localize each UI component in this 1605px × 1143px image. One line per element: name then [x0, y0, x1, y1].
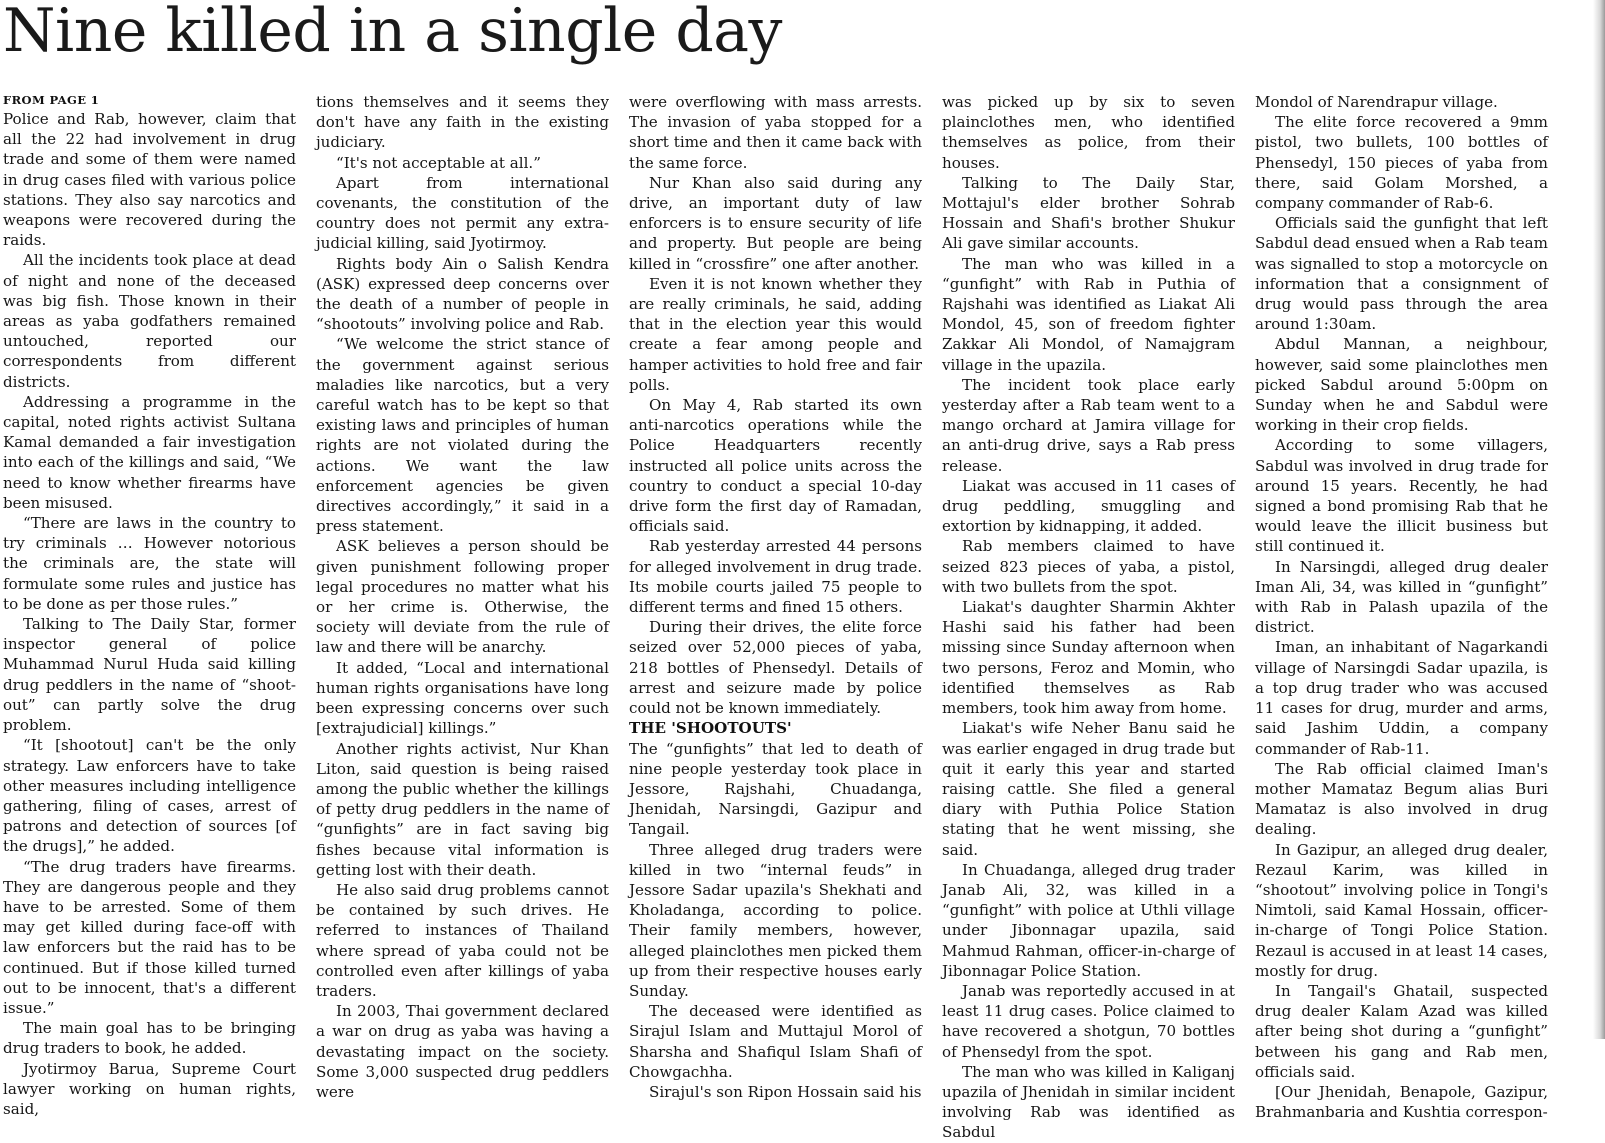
- paragraph: Three alleged drug traders were killed in two “internal feuds” in Jessore Sadar upazila's Shekhati and Kholadanga, according to police. Their family members, however, alleged plainclothes men picked them up from their respective houses early Sunday.: [629, 840, 922, 1000]
- paragraph: In 2003, Thai government declared a war on drug as yaba was having a devastating impact on the society. Some 3,000 suspected drug peddlers were: [316, 1002, 609, 1101]
- paragraph: Mondol of Narendrapur village.: [1255, 93, 1498, 111]
- paragraph: were overflowing with mass arrests. The invasion of yaba stopped for a short time and then it came back with the same force.: [629, 93, 922, 172]
- paragraph: “There are laws in the country to try criminals … However notorious the criminals are, the state will formulate some rules and justice has to be done as per those rules.”: [3, 514, 296, 613]
- paragraph: [Our Jhenidah, Benapole, Gazipur, Brahmanbaria and Kushtia correspon-: [1255, 1082, 1548, 1122]
- paragraph: was picked up by six to seven plainclothes men, who identified themselves as police, from their houses.: [942, 93, 1235, 172]
- paragraph: The main goal has to be bringing drug traders to book, he added.: [3, 1019, 296, 1058]
- paragraph: Liakat's daughter Sharmin Akhter Hashi said his father had been missing since Sunday afternoon when two persons, Feroz and Momin, who identified themselves as Rab members, took him away from home.: [942, 598, 1235, 718]
- paragraph: Rab yesterday arrested 44 persons for alleged involvement in drug trade. Its mobile courts jailed 75 people to different terms and fined 15 others.: [629, 537, 922, 617]
- paragraph: In Gazipur, an alleged drug dealer, Rezaul Karim, was killed in “shootout” involving police in Tongi's Nimtoli, said Kamal Hossain, officer-in-charge of Tongi Police Station. Rezaul is accused in at least 14 cases, mostly for drug.: [1255, 840, 1548, 980]
- paragraph: tions themselves and it seems they don't have any faith in the existing judiciary.: [316, 93, 609, 152]
- paragraph: The elite force recovered a 9mm pistol, two bullets, 100 bottles of Phensedyl, 150 pieces of yaba from there, said Golam Morshed, a company commander of Rab-6.: [1255, 113, 1548, 213]
- paragraph: “It [shootout] can't be the only strategy. Law enforcers have to take other measures including intelligence gathering, filing of cases, arrest of patrons and detection of sources [of the drugs],” he added.: [3, 736, 296, 856]
- paragraph: Talking to The Daily Star, former inspector general of police Muhammad Nurul Huda said killing drug peddlers in the name of “shoot-out” can partly solve the drug problem.: [3, 615, 296, 735]
- paragraph: Liakat was accused in 11 cases of drug peddling, smuggling and extortion by kidnapping, it added.: [942, 476, 1235, 536]
- column-2: [316, 92, 609, 1101]
- paragraph: Sirajul's son Ripon Hossain said his: [649, 1082, 922, 1101]
- continuation-kicker: FROM PAGE 1: [3, 93, 100, 107]
- paragraph: The deceased were identified as Sirajul Islam and Muttajul Morol of Sharsha and Shafiqul Islam Shafi of Chowgachha.: [629, 1002, 922, 1081]
- paragraph: All the incidents took place at dead of night and none of the deceased was big fish. Those known in their areas as yaba godfathers remained untouched, reported our correspondents from different districts.: [3, 251, 296, 391]
- paragraph: Officials said the gunfight that left Sabdul dead ensued when a Rab team was signalled to stop a motorcycle on information that a consignment of drug would pass through the area around 1:30am.: [1255, 214, 1548, 334]
- paragraph: Janab was reportedly accused in at least 11 drug cases. Police claimed to have recovered a shotgun, 70 bottles of Phensedyl from the spot.: [942, 981, 1235, 1061]
- paragraph: Rights body Ain o Salish Kendra (ASK) expressed deep concerns over the death of a number of people in “shootouts” involving police and Rab.: [316, 254, 609, 334]
- paragraph: The Rab official claimed Iman's mother Mamataz Begum alias Buri Mamataz is also involved in drug dealing.: [1255, 759, 1548, 839]
- paragraph: Abdul Mannan, a neighbour, however, said some plainclothes men picked Sabdul around 5:00pm on Sunday when he and Sabdul were working in their crop fields.: [1255, 335, 1548, 435]
- paragraph: Liakat's wife Neher Banu said he was earlier engaged in drug trade but quit it early this year and started raising cattle. She filed a general diary with Puthia Police Station stating that he went missing, she said.: [942, 719, 1235, 859]
- headline: Nine killed in a single day: [3, 0, 782, 66]
- paragraph: The “gunfights” that led to death of nine people yesterday took place in Jessore, Rajshahi, Chuadanga, Jhenidah, Narsingdi, Gazipur and Tangail.: [629, 739, 922, 839]
- paragraph: According to some villagers, Sabdul was involved in drug trade for around 15 years. Recently, he had signed a bond promising Rab that he would leave the illicit business but still continued it.: [1255, 436, 1548, 556]
- paragraph: Nur Khan also said during any drive, an important duty of law enforcers is to ensure security of life and property. But people are being killed in “crossfire” one after another.: [629, 173, 922, 273]
- paragraph: On May 4, Rab started its own anti-narcotics operations while the Police Headquarters recently instructed all police units across the country to conduct a special 10-day drive form the first day of Ramadan, officials said.: [629, 396, 922, 536]
- paragraph: Rab members claimed to have seized 823 pieces of yaba, a pistol, with two bullets from the spot.: [942, 537, 1235, 596]
- paragraph: The man who was killed in Kaliganj upazila of Jhenidah in similar incident involving Rab was identified as Sabdul: [942, 1062, 1235, 1142]
- paragraph: Addressing a programme in the capital, noted rights activist Sultana Kamal demanded a fair investigation into each of the killings and said, “We need to know whether firearms have been misused.: [3, 392, 296, 512]
- paragraph: “It's not acceptable at all.”: [336, 153, 541, 172]
- paragraph: “The drug traders have firearms. They are dangerous people and they have to be arrested. Some of them may get killed during face-off with law enforcers but the raid has to be continued. But if those killed turned out to be innocent, that's a different issue.”: [3, 857, 296, 1017]
- paragraph: Police and Rab, however, claim that all the 22 had involvement in drug trade and some of them were named in drug cases filed with various police stations. They also say narcotics and weapons were recovered during the raids.: [3, 110, 296, 250]
- paragraph: Iman, an inhabitant of Nagarkandi village of Narsingdi Sadar upazila, is a top drug trader who was accused 11 cases for drug, murder and arms, said Jashim Uddin, a company commander of Rab-11.: [1255, 638, 1548, 758]
- paragraph: ASK believes a person should be given punishment following proper legal procedures no matter what his or her crime is. Otherwise, the society will deviate from the rule of law and there will be anarchy.: [316, 537, 609, 657]
- paragraph: Another rights activist, Nur Khan Liton, said question is being raised among the public whether the killings of petty drug peddlers in the name of “gunfights” are in fact saving big fishes because vital information is getting lost with their death.: [316, 739, 609, 879]
- paragraph: In Tangail's Ghatail, suspected drug dealer Kalam Azad was killed after being shot during a “gunfight” between his gang and Rab men, officials said.: [1255, 981, 1548, 1081]
- paragraph: The man who was killed in a “gunfight” with Rab in Puthia of Rajshahi was identified as Liakat Ali Mondol, 45, son of freedom fighter Zakkar Ali Mondol, of Namajgram village in the upazila.: [942, 254, 1235, 374]
- paragraph: During their drives, the elite force seized over 52,000 pieces of yaba, 218 bottles of Phensedyl. Details of arrest and seizure made by police could not be known immediately.: [629, 618, 922, 718]
- column-3: [629, 92, 922, 1101]
- paragraph: The incident took place early yesterday after a Rab team went to a mango orchard at Jamira village for an anti-drug drive, says a Rab press release.: [942, 375, 1235, 475]
- paragraph: In Narsingdi, alleged drug dealer Iman Ali, 34, was killed in “gunfight” with Rab in Palash upazila of the district.: [1255, 557, 1548, 637]
- column-5: [1255, 92, 1548, 1122]
- article-body: [3, 92, 1548, 1142]
- paragraph: He also said drug problems cannot be contained by such drives. He referred to instances of Thailand where spread of yaba could not be controlled even after killings of yaba traders.: [316, 880, 609, 1000]
- paragraph: It added, “Local and international human rights organisations have long been expressing concerns over such [extrajudicial] killings.”: [316, 658, 609, 738]
- paragraph: Jyotirmoy Barua, Supreme Court lawyer working on human rights, said,: [3, 1059, 296, 1118]
- column-4: [942, 92, 1235, 1142]
- paragraph: Even it is not known whether they are really criminals, he said, adding that in the election year this would create a fear among people and hamper activities to hold free and fair polls.: [629, 274, 922, 394]
- paragraph: Apart from international covenants, the constitution of the country does not permit any extra-judicial killing, said Jyotirmoy.: [316, 173, 609, 253]
- paragraph: Talking to The Daily Star, Mottajul's elder brother Sohrab Hossain and Shafi's brother Shukur Ali gave similar accounts.: [942, 173, 1235, 253]
- paragraph: In Chuadanga, alleged drug trader Janab Ali, 32, was killed in a “gunfight” with police at Uthli village under Jibonnagar upazila, said Mahmud Rahman, officer-in-charge of Jibonnagar Police Station.: [942, 860, 1235, 980]
- page-edge-shadow: [1593, 0, 1605, 1039]
- column-1: [3, 92, 296, 1118]
- section-subhead: THE 'SHOOTOUTS': [629, 719, 792, 738]
- paragraph: “We welcome the strict stance of the government against serious maladies like narcotics, but a very careful watch has to be kept so that existing laws and principles of human rights are not violated during the actions. We want the law enforcement agencies be given directives accordingly,” it said in a press statement.: [316, 335, 609, 536]
